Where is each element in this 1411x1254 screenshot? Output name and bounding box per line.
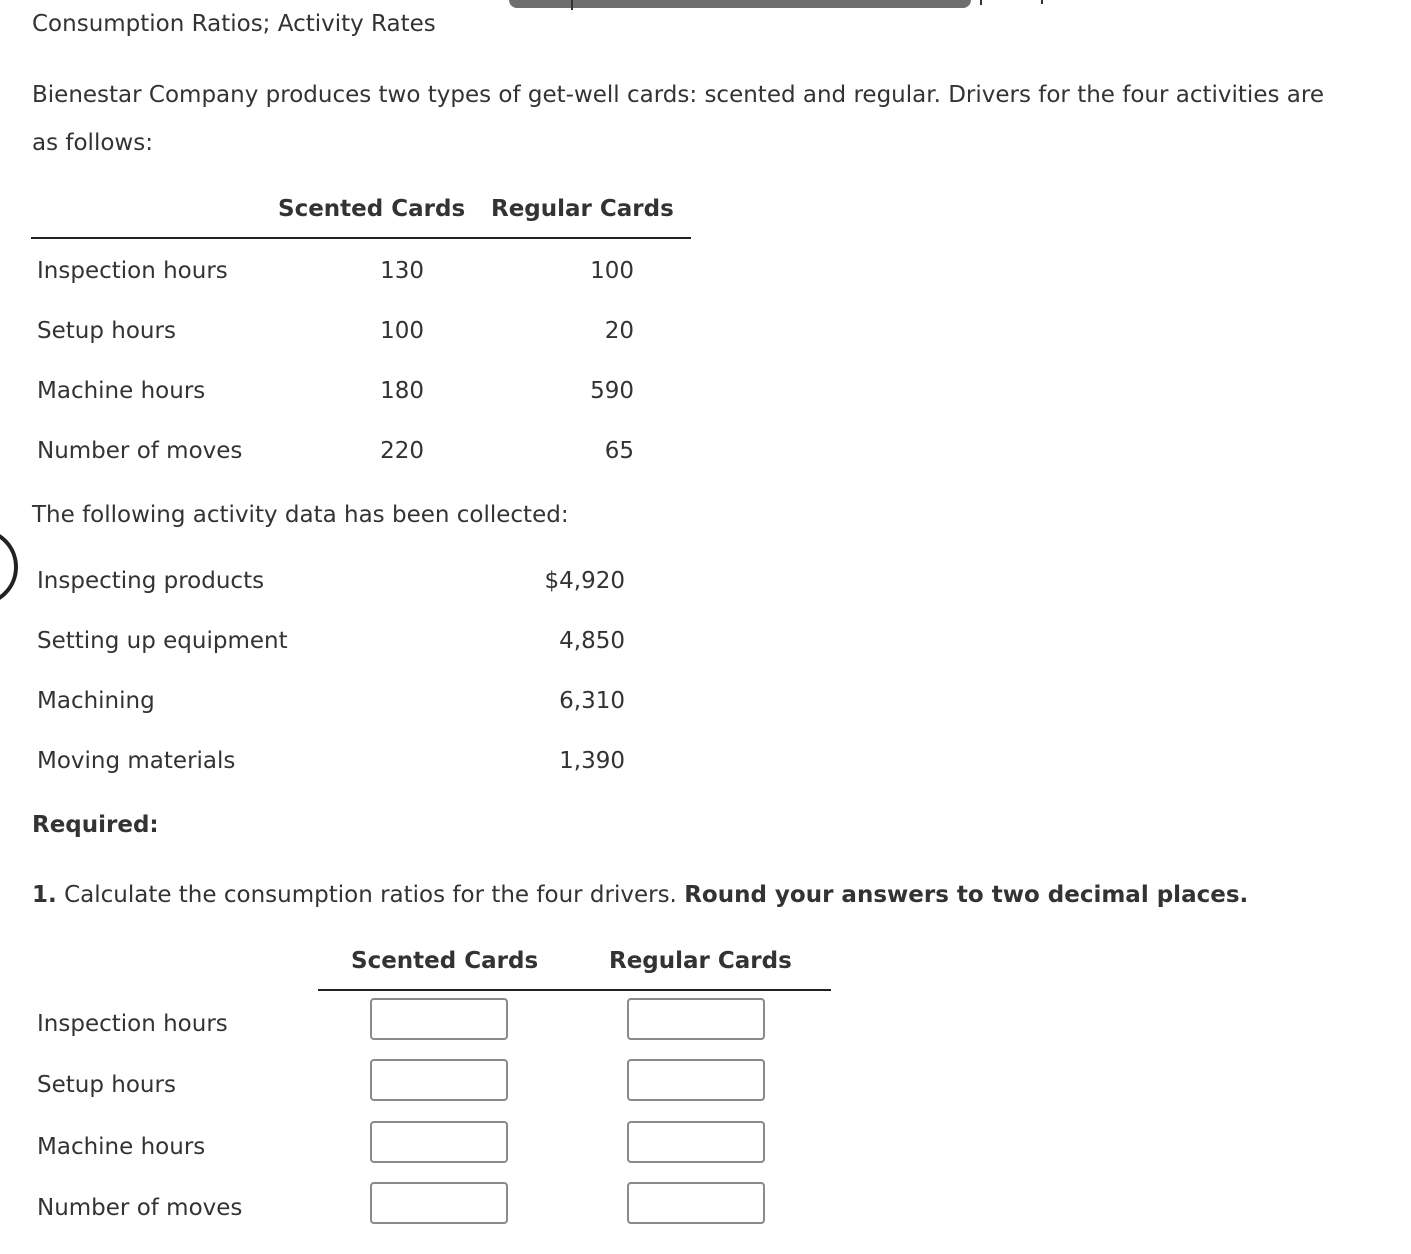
drivers-header-rule (31, 237, 691, 239)
driver-regular-value: 65 (604, 438, 634, 464)
inspection-hours-scented-input[interactable] (370, 998, 508, 1040)
top-scroll-bar (509, 0, 971, 8)
top-tick-mark (980, 0, 982, 5)
answer-row-label: Machine hours (37, 1134, 206, 1160)
inspection-hours-regular-input[interactable] (627, 998, 765, 1040)
driver-regular-value: 100 (590, 258, 634, 284)
question-1 (32, 882, 1248, 908)
number-of-moves-regular-input[interactable] (627, 1182, 765, 1224)
activity-label: Moving materials (37, 748, 236, 774)
answer-header-scented: Scented Cards (351, 948, 539, 974)
answer-header-rule (318, 989, 831, 991)
driver-regular-value: 20 (604, 318, 634, 344)
driver-label: Machine hours (37, 378, 206, 404)
answer-row-label: Inspection hours (37, 1011, 228, 1037)
intro-line-2: as follows: (32, 130, 153, 156)
answer-row-label: Number of moves (37, 1195, 243, 1221)
setup-hours-regular-input[interactable] (627, 1059, 765, 1101)
question-instruction: Round your answers to two decimal places. (684, 882, 1249, 908)
driver-scented-value: 220 (380, 438, 424, 464)
top-bar-tick (571, 0, 573, 10)
intro-line-1: Bienestar Company produces two types of get-well cards: scented and regular. Drivers for the four activities are (32, 82, 1324, 108)
required-label: Required: (32, 812, 159, 838)
answer-header-regular: Regular Cards (609, 948, 792, 974)
machine-hours-regular-input[interactable] (627, 1121, 765, 1163)
driver-scented-value: 100 (380, 318, 424, 344)
activity-label: Inspecting products (37, 568, 265, 594)
activity-cost: $4,920 (544, 568, 625, 594)
question-number: 1. (32, 882, 57, 908)
driver-scented-value: 130 (380, 258, 424, 284)
drivers-header-regular: Regular Cards (491, 196, 674, 222)
activity-cost: 1,390 (559, 748, 625, 774)
page-title: Consumption Ratios; Activity Rates (32, 11, 436, 37)
top-tick-mark (1041, 0, 1043, 4)
driver-regular-value: 590 (590, 378, 634, 404)
question-text: Calculate the consumption ratios for the four drivers. (64, 882, 677, 908)
setup-hours-scented-input[interactable] (370, 1059, 508, 1101)
activity-cost: 4,850 (559, 628, 625, 654)
driver-scented-value: 180 (380, 378, 424, 404)
activity-cost: 6,310 (559, 688, 625, 714)
driver-label: Inspection hours (37, 258, 228, 284)
activity-label: Setting up equipment (37, 628, 288, 654)
drivers-header-scented: Scented Cards (278, 196, 466, 222)
driver-label: Number of moves (37, 438, 243, 464)
machine-hours-scented-input[interactable] (370, 1121, 508, 1163)
activity-label: Machining (37, 688, 155, 714)
side-circle-shape (0, 528, 18, 606)
number-of-moves-scented-input[interactable] (370, 1182, 508, 1224)
answer-row-label: Setup hours (37, 1072, 176, 1098)
driver-label: Setup hours (37, 318, 176, 344)
activity-intro: The following activity data has been collected: (32, 502, 569, 528)
